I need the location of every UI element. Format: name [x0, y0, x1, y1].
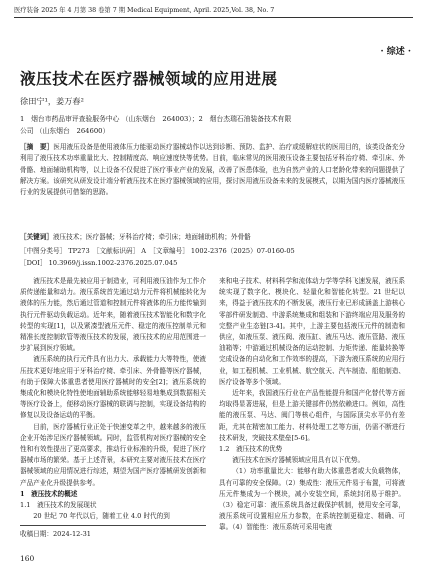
body-paragraph: （1）功率重量比大：能够有助大体重患者或大负载物体，具有可靠的安全保障。（2）集成性：液压元件易于布置，可将液压元件集成为一个模块，减小安装空间，系统封闭易于维护。（3）稳定可靠：液压系统具备过载保护机制，使用安全可靠，液压系统可设置相应压力参数，在系统控制更稳定、精确、可靠。（4）智能性：液压系统可采用电液	[219, 467, 405, 532]
received-date: 收稿日期：2024-12-31	[20, 530, 91, 538]
affiliation-line-1: 1 烟台市药品审评查验服务中心 （山东烟台 264003）；2 烟台杰瑞石油装备技术有限	[20, 115, 292, 123]
section-tag: · 综述 ·	[380, 47, 411, 57]
body-left-column	[20, 276, 206, 522]
classification-line: ［中图分类号］ TP273 ［文献标识码］ A ［文章编号］ 1002-2376（2025）07-0160-05	[20, 247, 295, 255]
body-paragraph: 液压技术是最先被应用于制造业，可利用液压油作为工作介质传递能量和动力。液压系统首先通过动力元件将机械能转化为液体的压力能，然后通过管道和控制元件将液体的压力能传输到执行元件驱动负载运动。近年来，随着液压技术智能化和数字化转型的实现[1]，以及紧凑型液压元件、稳定的液压控制单元和精准长度控制软管等液压技术的发展，液压技术的应用范围进一步扩展到医疗领域。	[20, 277, 206, 353]
body-paragraph: 近年来，我国液压行业在产品性能提升和国产化替代等方面均取得显著进展，但是上游关键部件仍然依赖进口。例如，高性能的液压泵、马达、阀门等核心组件，与国际顶尖水平仍有差距，尤其在精密加工能力、材料处理工艺等方面，仍需不断进行技术研发，突破技术壁垒[5-6]。	[219, 389, 405, 442]
keywords	[20, 232, 405, 243]
abstract-text: 医用液压设备是使用液体压力能驱动医疗器械动作以达到诊断、预防、监护、治疗或缓解症状的医用目的，该类设备充分利用了液压技术功率重量比大、控制精度高、响应速度快等优势。目前，临床常见的医用液压设备主要包括牙科治疗椅、牵引床、外骨骼、地面辅助机构等，以上设备不仅促进了医疗事业产业的发展，改善了医患体验，也为自然产业的人口老龄化带来的问题提供了解决方案。该研究从研发设计端分析液压技术在医疗器械领域的应用，探讨医用液压设备未来的发展模式，以期为国内医疗器械液压行业的发展提供可借鉴的思路。	[20, 143, 406, 197]
body-paragraph: 液压技术在医疗器械领域应用具有以下优势。	[232, 456, 365, 465]
keywords-label: ［关键词］	[20, 233, 53, 241]
author-list: 徐田宁¹，姜万春²	[20, 96, 84, 106]
abstract-label: ［摘 要］	[20, 143, 54, 151]
doi-line: ［DOI］ 10.3969/j.issn.1002-2376.2025.07.045	[20, 259, 178, 267]
page-number: 160	[20, 554, 35, 563]
footnote-rule	[20, 525, 206, 526]
journal-header: 医疗装备 2025 年 4 月第 38 卷第 7 期 Medical Equipment, April. 2025,Vol. 38, No. 7	[14, 7, 275, 14]
body-paragraph: 20 世纪 70 年代以后，随着工业 4.0 时代的到	[33, 512, 170, 521]
body-paragraph: 来和电子技术、材料科学和流体动力学等学科飞速发展，液压系统实现了数字化、模块化、轻量化和智能化转型。21 世纪以来，得益于液压技术的不断发展，液压行业已形成涵盖上游核心零部件研发制造、中游系统集成和组装和下游终端应用及服务的完整产业生态链[3-4]。其中，上游主要包括液压元件的制造和供应，如液压泵、液压阀、液压缸、液压马达、液压管路、液压油箱等；中游通过机械设备的运动控制、力矩传递、能量转换等完成设备的自动化和工作效率的提高，下游为液压系统的应用行业，如工程机械、工业机械、航空航天、汽车制造、船舶制造、医疗设备等多个领域。	[219, 277, 405, 386]
body-right-column	[219, 276, 405, 534]
affiliation-line-2: 公司 （山东烟台 264600）	[20, 127, 110, 135]
header-rule	[14, 17, 413, 18]
section-heading: 1 液压技术的概述	[20, 489, 78, 498]
body-paragraph: 目前，医疗器械行业正处于快速变革之中，越来越多的液压企业开始涉足医疗器械领域。同时，监管机构对医疗器械的安全性和有效性提出了更高要求，推动行业标准的升级，促进了医疗器械市场的繁荣。基于上述背景，本研究主要对液压技术在医疗器械领域的应用情况进行综述，期望为国产医疗器械研发创新和产品产业化升级提供参考。	[20, 422, 206, 487]
keywords-text: 液压技术；医疗器械；牙科治疗椅；牵引床；地面辅助机构；外骨骼	[52, 233, 251, 241]
article-title: 液压技术在医疗器械领域的应用进展	[20, 69, 278, 88]
section-heading: 1.2 液压技术的优势	[219, 445, 283, 454]
abstract	[20, 142, 405, 198]
body-paragraph: 液压系统的执行元件具有出力大、承载能力大等特性，使液压技术更好地应用于牙科治疗椅、牵引床、外骨骼等医疗器械，有助于保障大体重患者使用医疗器械时的安全[2]；液压系统的集成化和模块化特性使地面辅助系统能够轻易地集成到数据相关等医疗设备上，便移动医疗器械的联调与控制，实现设备结构的修复以及设备运动的平衡。	[20, 355, 206, 420]
section-heading: 1.1 液压技术的发展现状	[20, 501, 97, 510]
